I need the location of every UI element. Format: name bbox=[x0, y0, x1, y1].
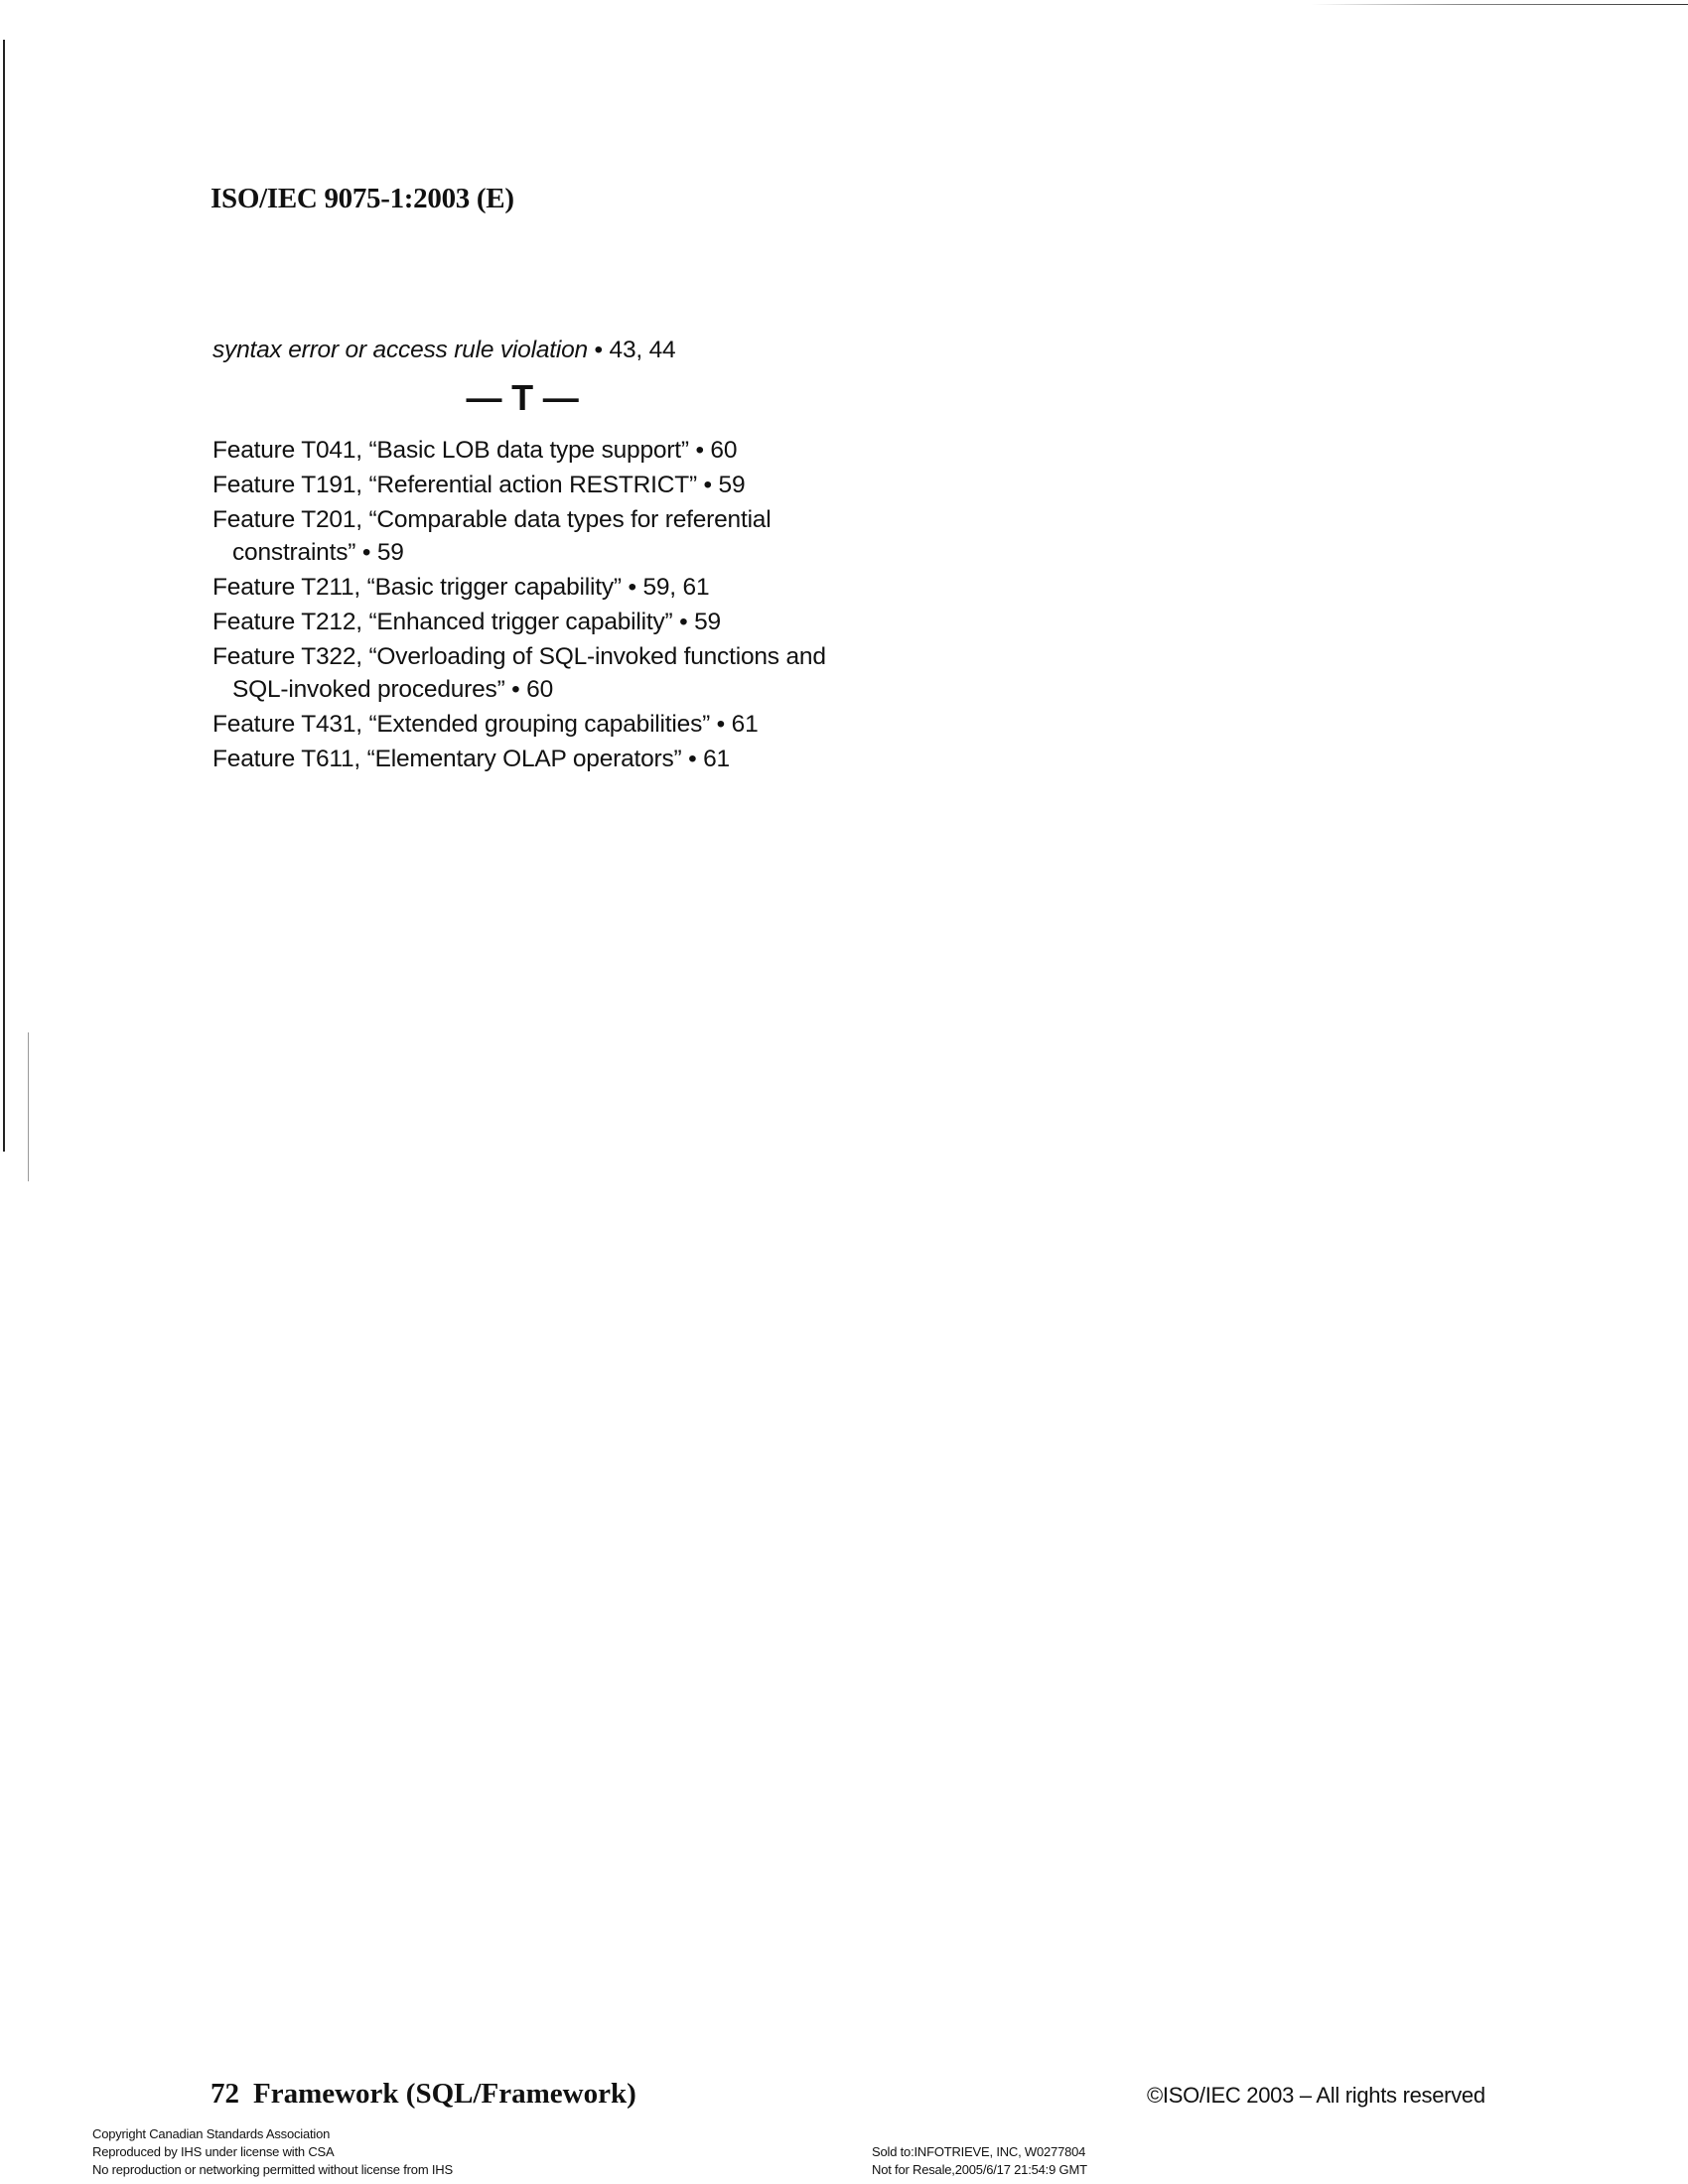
index-entry: Feature T041, “Basic LOB data type support” • 60 bbox=[212, 437, 738, 464]
license-line: No reproduction or networking permitted without license from IHS bbox=[92, 2162, 453, 2177]
license-line: Copyright Canadian Standards Association bbox=[92, 2126, 331, 2141]
page-number: 72 bbox=[211, 2078, 239, 2110]
index-entry: Feature T211, “Basic trigger capability” • 59, 61 bbox=[212, 574, 710, 601]
index-entry: Feature T191, “Referential action RESTRICT” • 59 bbox=[212, 472, 746, 498]
license-notice-right bbox=[872, 2143, 1087, 2179]
license-notice-left bbox=[92, 2125, 453, 2179]
license-line: Reproduced by IHS under license with CSA bbox=[92, 2144, 335, 2159]
index-entry: Feature T611, “Elementary OLAP operators” • 61 bbox=[212, 746, 730, 772]
license-line: Sold to:INFOTRIEVE, INC, W0277804 bbox=[872, 2144, 1086, 2159]
index-entry: Feature T322, “Overloading of SQL-invoked functions and SQL-invoked procedures” • 60 bbox=[212, 643, 826, 703]
index-section-heading: — T — bbox=[466, 377, 579, 418]
index-term: syntax error or access rule violation bbox=[212, 337, 588, 363]
index-entry: Feature T431, “Extended grouping capabilities” • 61 bbox=[212, 711, 759, 738]
part-title: Framework (SQL/Framework) bbox=[253, 2078, 636, 2110]
footer-page-title bbox=[211, 2078, 636, 2111]
index-entry: Feature T212, “Enhanced trigger capability” • 59 bbox=[212, 609, 721, 635]
index-pages: • 43, 44 bbox=[587, 337, 676, 363]
document-header: ISO/IEC 9075-1:2003 (E) bbox=[211, 183, 514, 214]
footer-copyright: ©ISO/IEC 2003 – All rights reserved bbox=[1147, 2083, 1485, 2108]
scan-left-edge-faint bbox=[28, 1032, 29, 1181]
index-entry: Feature T201, “Comparable data types for referential constraints” • 59 bbox=[212, 506, 772, 566]
index-entry-syntax-error bbox=[212, 334, 848, 366]
scan-left-edge bbox=[3, 40, 5, 1152]
index-body bbox=[212, 334, 848, 777]
license-line: Not for Resale,2005/6/17 21:54:9 GMT bbox=[872, 2162, 1087, 2177]
scan-top-rule bbox=[1311, 4, 1688, 5]
